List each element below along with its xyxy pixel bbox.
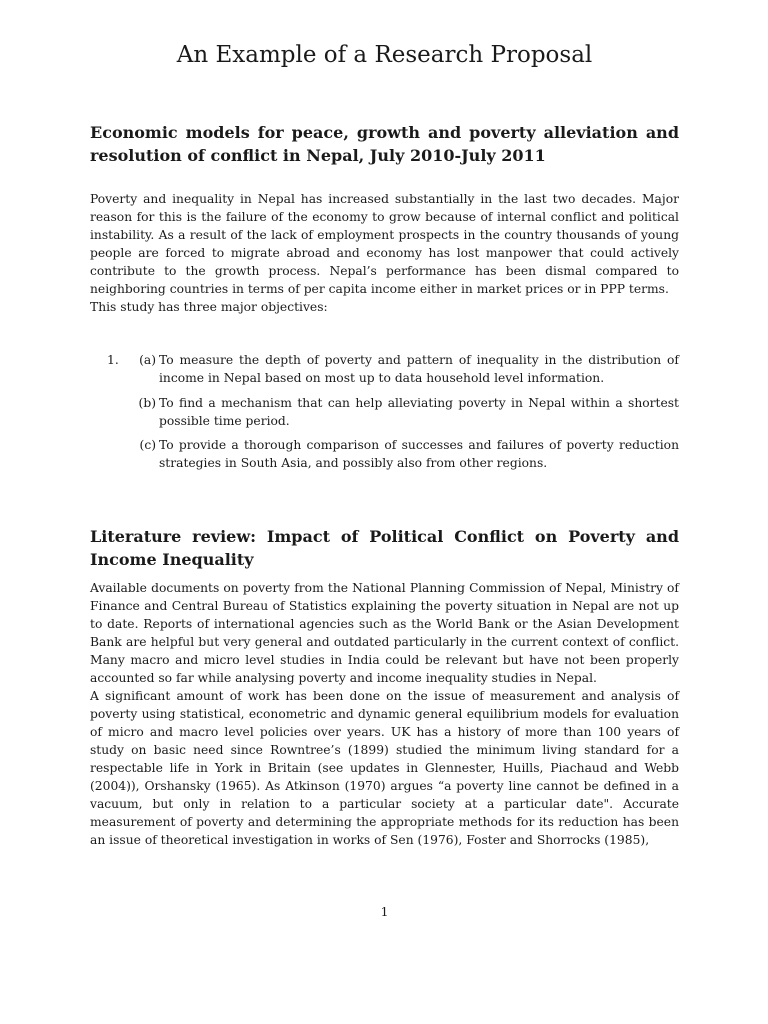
literature-paragraph-1: Available documents on poverty from the National Planning Commission of Nepal, Ministry of Finance and Central Bureau of Statistics explaining the poverty situation in Nepal are not up to date. Reports of international agencies such as the World Bank or the Asian Development Bank are helpful but very general and outdated particularly in the current context of conflict. Many macro and micro level studies in India could be relevant but have not been properly accounted so far while analysing poverty and income inequality studies in Nepal.	[90, 581, 679, 685]
page-number: 1	[380, 905, 389, 919]
literature-paragraph-2: A significant amount of work has been done on the issue of measurement and analysis of poverty using statistical, econometric and dynamic general equilibrium models for evaluation of micro and macro level policies over years. UK has a history of more than 100 years of study on basic need since Rowntree’s (1899) studied the minimum living standard for a respectable life in York in Britain (see updates in Glennester, Huills, Piachaud and Webb (2004)), Orshansky (1965). As Atkinson (1970) argues “a poverty line cannot be defined in a vacuum, but only in relation to a particular society at a particular date". Accurate measurement of poverty and determining the appropriate methods for its reduction has been an issue of theoretical investigation in works of Sen (1976), Foster and Shorrocks (1985),	[90, 689, 679, 847]
document-title: An Example of a Research Proposal	[176, 42, 593, 68]
section-heading-literature-review: Literature review: Impact of Political Conflict on Poverty and Income Inequality	[90, 527, 679, 569]
literature-review-body	[90, 579, 679, 849]
intro-paragraph-block	[90, 190, 679, 316]
objective-mark: (a)	[139, 353, 156, 367]
objective-text: To provide a thorough comparison of successes and failures of poverty reduction strategies in South Asia, and possibly also from other regions.	[159, 438, 679, 470]
intro-paragraph: Poverty and inequality in Nepal has increased substantially in the last two decades. Major reason for this is the failure of the economy to grow because of internal conflict and political instability. As a result of the lack of employment prospects in the country thousands of young people are forced to migrate abroad and economy has lost manpower that could actively contribute to the growth process. Nepal’s performance has been dismal compared to neighboring countries in terms of per capita income either in market prices or in PPP terms.	[90, 192, 679, 296]
objective-text: To find a mechanism that can help alleviating poverty in Nepal within a shortest possible time period.	[159, 396, 679, 428]
objective-mark: (c)	[139, 438, 156, 452]
objective-mark: (b)	[138, 396, 156, 410]
list-number: 1.	[107, 353, 119, 367]
objective-text: To measure the depth of poverty and pattern of inequality in the distribution of income in Nepal based on most up to data household level information.	[159, 353, 679, 385]
section-heading-economic-models: Economic models for peace, growth and poverty alleviation and resolution of conflict in Nepal, July 2010-July 2011	[90, 123, 679, 165]
objectives-intro: This study has three major objectives:	[90, 300, 328, 314]
document-page	[90, 0, 679, 1024]
